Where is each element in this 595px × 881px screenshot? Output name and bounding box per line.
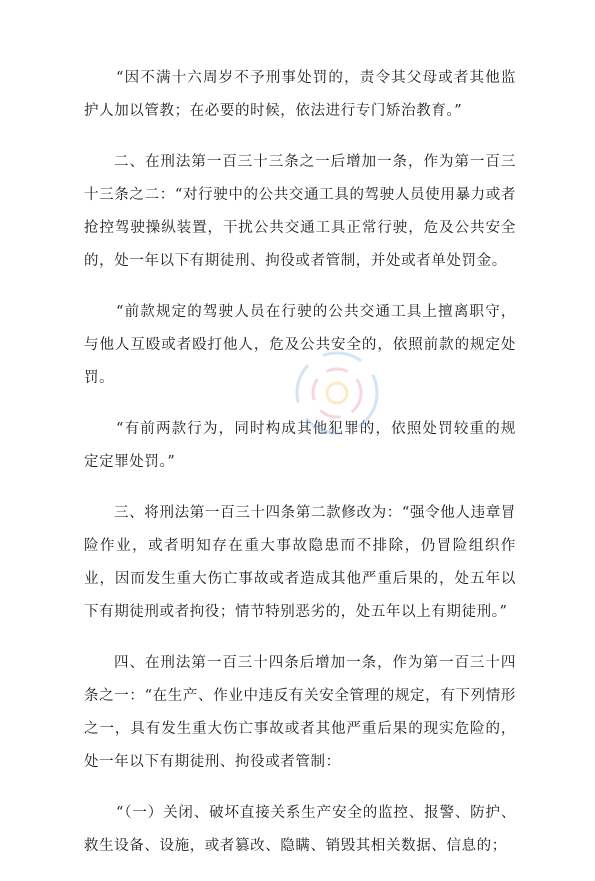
document-body xyxy=(84,62,516,881)
paragraph: 三、将刑法第一百三十四条第二款修改为：“强令他人违章冒险作业，或者明知存在重大事故隐患而不排除，仍冒险组织作业，因而发生重大伤亡事故或者造成其他严重后果的，处五年以下有期徒刑或者拘役；情节特别恶劣的，处五年以上有期徒刑。” xyxy=(84,505,516,620)
paragraph: “（一）关闭、破坏直接关系生产安全的监控、报警、防护、救生设备、设施，或者篡改、隐瞒、销毁其相关数据、信息的； xyxy=(84,805,516,854)
paragraph: “前款规定的驾驶人员在行驶的公共交通工具上擅离职守，与他人互殴或者殴打他人，危及公共安全的，依照前款的规定处罚。 xyxy=(84,304,516,386)
paragraph: “有前两款行为，同时构成其他犯罪的，依照处罚较重的规定定罪处罚。” xyxy=(84,421,516,470)
paragraph: “因不满十六周岁不予刑事处罚的，责令其父母或者其他监护人加以管教；在必要的时候，依法进行专门矫治教育。” xyxy=(84,70,516,119)
paragraph: 二、在刑法第一百三十三条之一后增加一条，作为第一百三十三条之二：“对行驶中的公共交通工具的驾驶人员使用暴力或者抢控驾驶操纵装置，干扰公共交通工具正常行驶，危及公共安全的，处一年以下有期徒刑、拘役或者管制，并处或者单处罚金。 xyxy=(84,154,516,269)
paragraph: 四、在刑法第一百三十四条后增加一条，作为第一百三十四条之一：“在生产、作业中违反有关安全管理的规定，有下列情形之一，具有发生重大伤亡事故或者其他严重后果的现实危险的，处一年以下有期徒刑、拘役或者管制： xyxy=(84,655,516,770)
